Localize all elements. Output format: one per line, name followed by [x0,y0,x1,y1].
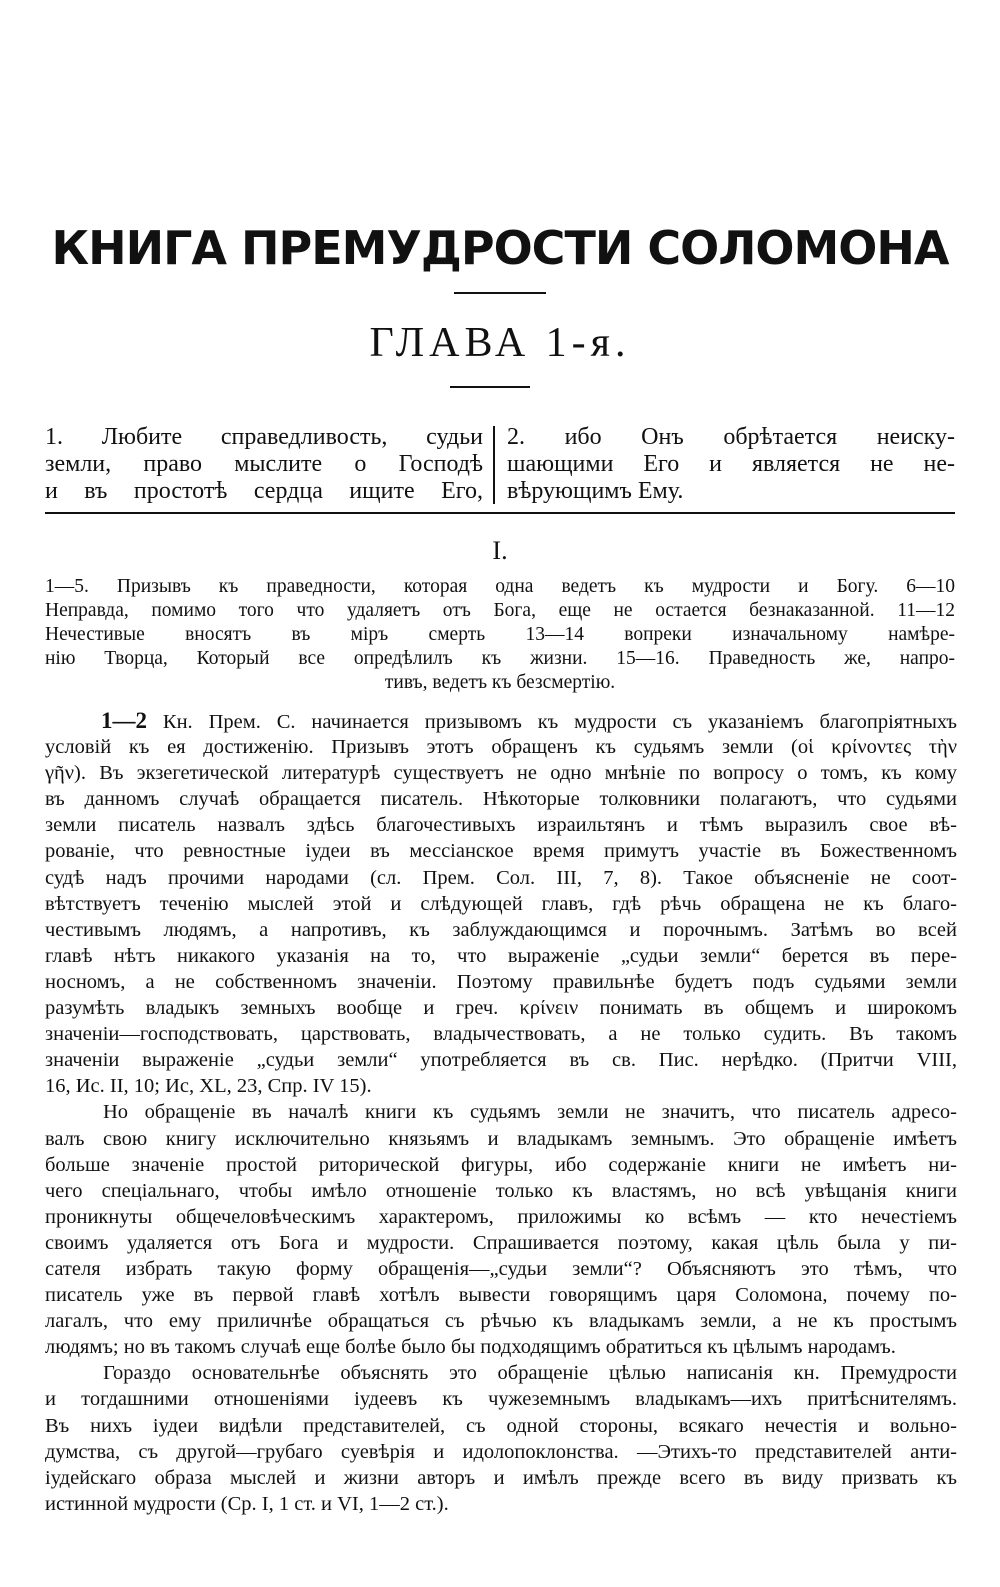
verse-divider [493,426,495,504]
commentary-line: условій къ ея достиженію. Призывъ этотъ обращенъ къ судьямъ земли (οἱ κρίνοντες τὴν [45,736,957,759]
verse-line: 1. Любите справедливость, судьи [45,424,483,450]
summary-line: тивъ, ведетъ къ безсмертію. [384,672,616,693]
summary-line: Нечестивые вносятъ въ міръ смерть 13—14 вопреки изначальному намѣре- [45,624,955,645]
commentary-line: судѣ надъ прочими народами (сл. Прем. Сол. III, 7, 8). Такое объясненіе не соот- [45,866,957,889]
commentary-line: писатель уже въ первой главѣ хотѣлъ вывести говорящимъ царя Соломона, почему по- [45,1284,957,1307]
book-title: КНИГА ПРЕМУДРОСТИ СОЛОМОНА [51,221,949,275]
commentary-line: земли писатель назвалъ здѣсь благочестивыхъ израильтянъ и тѣмъ выразилъ свое вѣ- [45,814,957,837]
chapter-rule [450,386,530,388]
verse-reference: 1—2 [101,708,147,733]
commentary [45,708,957,1517]
commentary-line: Въ нихъ іудеи видѣли представителей, съ одной стороны, всякаго нечестія и вольно- [45,1414,957,1437]
commentary-line: чего спеціальнаго, чтобы имѣло отношеніе только къ властямъ, но всѣ увѣщанія книги [45,1179,957,1202]
commentary-line: Но обращеніе въ началѣ книги къ судьямъ земли не значитъ, что писатель адресо- [103,1101,957,1124]
commentary-paragraph-3 [45,1360,957,1517]
section-number: I. [492,536,508,565]
commentary-line: вѣтствуетъ теченію мыслей этой и слѣдующей главъ, гдѣ рѣчь обращена не къ благо- [45,892,957,915]
commentary-first-line [45,708,957,734]
verse-line: 2. ибо Онъ обрѣтается неиску- [507,424,955,450]
commentary-line: въ данномъ случаѣ обращается писатель. Нѣкоторые толковники полагаютъ, что судьями [45,788,957,811]
chapter-summary [45,575,955,695]
verse-right-column [507,424,955,505]
chapter-title: ГЛАВА 1-я. [369,320,631,366]
verse-rule [45,512,955,514]
commentary-paragraph-1 [45,734,957,1099]
commentary-line: валъ свою книгу исключительно князьямъ и владыкамъ земнымъ. Это обращеніе имѣетъ [45,1127,957,1150]
verse-line: шающими Его и является не не- [507,451,955,477]
commentary-line: честивымъ людямъ, а напротивъ, къ заблуждающимся и порочнымъ. Затѣмъ во всей [45,918,957,941]
commentary-line: истинной мудрости (Ср. I, 1 ст. и VI, 1—2 ст.). [45,1492,449,1515]
commentary-line: значеніи выраженіе „судьи земли“ употребляется въ св. Пис. нерѣдко. (Притчи VIII, [45,1049,957,1072]
summary-line: нію Творца, Который все опредѣлилъ къ жизни. 15—16. Праведность же, напро- [45,648,955,669]
commentary-text: Кн. Прем. С. начинается призывомъ къ мудрости съ указаніемъ благопріятныхъ [162,711,958,733]
commentary-line: 16, Ис. II, 10; Ис, XL, 23, Спр. IV 15). [45,1075,372,1098]
commentary-line: сателя избрать такую форму обращенія—„судьи земли“? Объясняютъ это тѣмъ, что [45,1257,957,1280]
commentary-line: γῆν). Въ экзегетической литературѣ существуетъ не одно мнѣніе по вопросу о томъ, къ кому [45,762,957,785]
commentary-paragraph-2 [45,1099,957,1360]
commentary-line: носномъ, а не собственномъ значеніи. Поэтому правильнѣе будетъ подъ судьями земли [45,970,957,993]
commentary-line: главѣ нѣтъ никакого указанія на то, что выраженіе „судьи земли“ берется въ пере- [45,944,957,967]
commentary-line: разумѣть владыкъ земныхъ вообще и греч. κρίνειν понимать въ общемъ и широкомъ [45,997,957,1020]
commentary-line: лагалъ, что ему приличнѣе обращаться съ рѣчью къ владыкамъ земли, а не къ простымъ [45,1310,957,1333]
title-rule [454,292,546,294]
commentary-line: рованіе, что ревностные іудеи въ мессіанское время примутъ участіе въ Божественномъ [45,840,957,863]
commentary-line: своимъ удаляется отъ Бога и мудрости. Спрашивается поэтому, какая цѣль была у пи- [45,1231,957,1254]
verse-line: вѣрующимъ Ему. [507,478,684,504]
commentary-line: людямъ; но въ такомъ случаѣ еще болѣе было бы подходящимъ обратиться къ цѣлымъ народамъ. [45,1336,896,1359]
commentary-line: іудейскаго образа мыслей и жизни авторъ и имѣлъ прежде всего въ виду призвать къ [45,1466,957,1489]
verse-block [45,424,955,508]
summary-line: Неправда, помимо того что удаляетъ отъ Бога, еще не остается безнаказанной. 11—12 [45,600,955,621]
commentary-line: больше значеніе простой риторической фигуры, ибо содержаніе книги не имѣетъ ни- [45,1153,957,1176]
commentary-line: Гораздо основательнѣе объяснять это обращеніе цѣлью написанія кн. Премудрости [103,1362,957,1385]
verse-line: и въ простотѣ сердца ищите Его, [45,478,483,504]
commentary-line: проникнуты общечеловѣческимъ характеромъ, приложимы ко всѣмъ — кто нечестіемъ [45,1205,957,1228]
summary-line: 1—5. Призывъ къ праведности, которая одна ведетъ къ мудрости и Богу. 6—10 [45,576,955,597]
commentary-line: значеніи—господствовать, царствовать, владычествовать, а не только судить. Въ такомъ [45,1023,957,1046]
commentary-line: думства, съ другой—грубаго суевѣрія и идолопоклонства. —Этихъ-то представителей анти- [45,1440,957,1463]
verse-left-column [45,424,483,505]
commentary-line: и тогдашними отношеніями іудеевъ къ чужеземнымъ владыкамъ—ихъ притѣснителямъ. [45,1388,957,1411]
verse-line: земли, право мыслите о Господѣ [45,451,483,477]
